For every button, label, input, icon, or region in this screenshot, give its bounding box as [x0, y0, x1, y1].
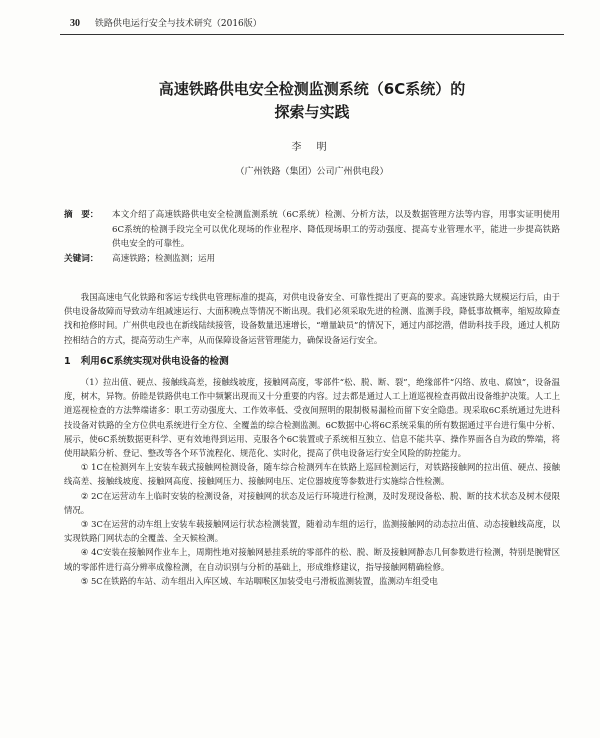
- intro-paragraph: 我国高速电气化铁路和客运专线供电管理标准的提高，对供电设备安全、可靠性提出了更高的要求。高速铁路大规模运行后，由于供电设备故障而导致动车组减速运行、大面积晚点等情况不断出现。我们必须采取先进的检测、监测手段，降低事故概率，缩短故障查找和抢修时间。广州供电段也在新线陆续接管，设备数量迅速增长，“增量缺员”的情况下，通过内部挖潜，借助科技手段，通过人机防控相结合的方式，提高劳动生产率，从而保障设备运营管理能力，确保设备运行安全。: [64, 292, 560, 345]
- running-header: [70, 16, 262, 29]
- header-rule: [60, 34, 564, 35]
- journal-name: 铁路供电运行安全与技术研究（2016版）: [94, 19, 262, 29]
- author: 李 明: [291, 142, 333, 153]
- abstract: [64, 208, 560, 252]
- body-paragraph: （1）拉出值、硬点、接触线高差，接触线坡度，接触网高度，零部件“松、脱、断、裂”，绝缘部件“闪络、放电、腐蚀”，设备温度，树木，异物。侨睦是铁路供电工作中频繁出现而又十分重要的内容。过去都是通过人工上道巡视检查再做出设备维护决策。人工上道巡视检查的方法弊端诸多：职工劳动强度大、工作效率低、受夜间照明的限制极易漏检而留下安全隐患。现采取6C系统通过先进科技设备对铁路的全方位供电系统进行全方位、全覆盖的综合检测监测。6C数据中心将6C系统采集的所有数据通过平台进行集中分析、展示，使6C系统数据更科学、更有效地得到运用、克服各个6C装置或子系统相互独立、信息不能共享、操作界面各自为政的弊端，将使用缺陷分析、登记、整改等各个环节流程化、规范化、实时化，提高了供电设备运行安全风险的防控能力。: [64, 377, 560, 459]
- list-item-5c: ⑤ 5C在铁路的车站、动车组出入库区域、车站咽喉区加装受电弓滑板监测装置，监测动车组受电: [80, 575, 438, 586]
- keywords-text: 高速铁路；检测监测；运用: [112, 253, 216, 264]
- keywords-label: 关键词：: [64, 253, 99, 264]
- list-item-3c: ③ 3C在运营的动车组上安装车载接触网运行状态检测装置，随着动车组的运行，监测接触网的动态拉出值、动态接触线高度，以实现铁路门网状态的全覆盖、全天候检测。: [64, 519, 560, 544]
- affiliation: （广州铁路（集团）公司广州供电段）: [235, 167, 389, 177]
- body-text: [64, 290, 560, 588]
- list-item-2c: ② 2C在运营动车上临时安装的检测设备，对接触网的状态及运行环境进行检测，及时发现设备松、脱、断的技术状态及树木侵限情况。: [64, 490, 560, 515]
- title-line-1: 高速铁路供电安全检测监测系统（6C系统）的: [158, 80, 466, 98]
- page-number: 30: [70, 18, 80, 29]
- section-heading: [64, 355, 560, 369]
- abstract-text: 本文介绍了高速铁路供电安全检测监测系统（6C系统）检测、分析方法，以及数据管理方法等内容，用事实证明使用6C系统的检测手段完全可以优化现场的作业程序、降低现场职工的劳动强度、提高专业管理水平，能进一步提高铁路供电安全的可靠性。: [112, 210, 560, 250]
- keywords: [64, 252, 560, 267]
- abstract-block: [64, 208, 560, 266]
- section-title: 利用6C系统实现对供电设备的检测: [80, 355, 229, 367]
- list-item-4c: ④ 4C安装在接触网作业车上，周期性地对接触网悬挂系统的零部件的松、脱、断及接触网静态几何参数进行检测，特别是腕臂区域的零部件进行高分辨率成像检测，在自动识别与分析的基础上，形成维修建议，指导接触网精确检修。: [64, 547, 560, 572]
- list-item-1c: ① 1C在检测列车上安装车载式接触网检测设备，随车综合检测列车在铁路上巡回检测运行，对铁路接触网的拉出值、硬点、接触线高差、接触线坡度、接触网高度、接触网压力、接触网电压、定位器坡度等参数进行实施综合性检测。: [64, 462, 560, 487]
- paper-title: [60, 78, 564, 124]
- abstract-label: 摘 要：: [64, 210, 99, 220]
- section-number: 1: [64, 355, 71, 367]
- title-line-2: 探索与实践: [274, 103, 350, 121]
